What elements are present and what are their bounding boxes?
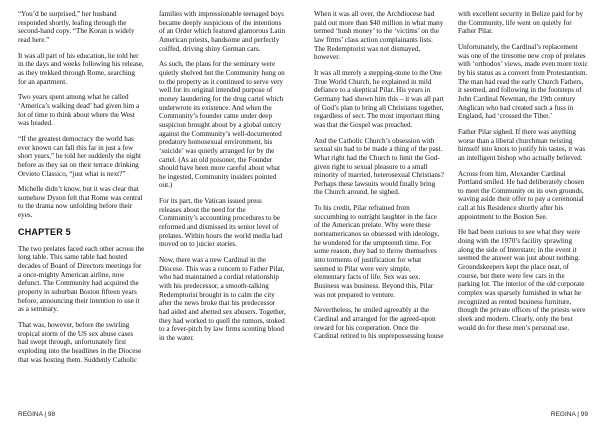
paragraph: “If the greatest democracy the world has ever known can fall this far in just a few short years,” he told her suddenly the night before as they sat on their terrace drinking Orvieto Classico, “just what is next?” — [18, 134, 141, 178]
paragraph: When it was all over, the Archdiocese had paid out more than $40 million in what many termed ‘hush money’ to the ‘victims’ on the law firms’ class action complainants lists. The Redemptorist was not dismayed, however. — [314, 10, 444, 62]
paragraph: Now, there was a new Cardinal in the Diocese. This was a concern to Father Pilar, who had maintained a cordial relationship with his predecessor, a smooth-talking Redemptorist brought in to calm the city after the news broke that his predecessor had aided and abetted sex abusers. Together, they had worked to quell the rumors, stoked to a fever-pitch by law firms scenting blood in the water. — [159, 256, 286, 342]
paragraph: It was all merely a stepping-stone to the One True World Church, he explained in mild defiance to a skeptical Pilar. His years in Germany had shown him this – it was all part of God’s plan to bring all Christians together, regardless of sect. The most important thing was that the Gospel was preached. — [314, 68, 444, 129]
paragraph: That was, however, before the swirling tropical storm of the US sex abuse cases had swept through, unfortunately first exploding into the headlines in the Diocese that was hosting them. Suddenly Catholic — [18, 321, 142, 364]
page-footer-right: REGINA | 99 — [550, 411, 588, 418]
paragraph: “You’d be surprised,” her husband responded shortly, leafing through the second-hand copy. “The Koran is widely read here.” — [18, 10, 135, 44]
paragraph: The two prelates faced each other across the long table. This same table had hosted decades of Board of Directors meetings for a once-mighty American airline, now defunct. The Community had acquired the property in suburban Boston fifteen years before, announcing their intention to use it as a seminary. — [18, 244, 145, 314]
paragraph: It was all part of his education, he told her in the days and weeks following his release, as they trekked through Rome, searching for an apartment. — [18, 51, 144, 86]
right-page — [300, 0, 600, 424]
paragraph: He had been curious to see what they were doing with the 1970’s facility sprawling along the side of Interstate; in the event it seemed the answer was just about nothing. Groundskeepers kept the place neat, of course, but there were few cars in the parking lot. The interior of the old corporate complex was sparsely furnished in what he recognized as rented business furniture, though the private offices of the priests were sleek and modern. Clearly, only the best would do for these men’s personal use. — [458, 228, 586, 332]
paragraph: And the Catholic Church’s obsession with sexual sin had to be made a thing of the past. What right had the Church to limit the God-given right to sexual pleasure to a small minority of married, heterosexual Christians? Perhaps these lawsuits would finally bring the Church around, he sighed. — [314, 136, 444, 197]
paragraph: As such, the plans for the seminary were quietly shelved but the Community hung on to the property as it continued to serve very well for its original intended purpose of money laundering for the drug cartel which underwrote its existence. And when the Community’s founder came under deep suspicion brought about by a global outcry against the Community’s well-documented predatory homosexual environment, his ‘suicide’ was quietly arranged for by the cartel. (As an old poisoner, the Founder should have been more careful about what he ingested, Community insiders pointed out.) — [159, 60, 285, 190]
page-footer-left: REGINA | 98 — [18, 411, 56, 418]
paragraph: Michelle didn’t know, but it was clear that somehow Dyson felt that Rome was central to the drama now unfolding before their eyes. — [18, 185, 143, 220]
right-page-columns — [314, 10, 588, 406]
left-page-column-2 — [159, 10, 286, 406]
chapter-heading: CHAPTER 5 — [18, 226, 71, 237]
paragraph: Two years spent among what he called ‘America’s walking dead’ had given him a lot of time to think about where the West was headed. — [18, 93, 140, 128]
paragraph: For its part, the Vatican issued press releases about the need for the Community’s accounting procedures to be reformed and dismissed its senior level of prelates. Within hours the world media had moved on to juicier stories. — [159, 197, 283, 249]
paragraph: To his credit, Pilar refrained from succumbing to outright laughter in the face of the American prelate. Why were these norteamericanos so obsessed with ideology, he wondered for the umpteenth time. For some reason, they had to throw themselves into torments of justification for what seemed to Pilar were very simple, elementary facts of life. Sex was sex. Business was business. Beyond this, Pilar was not prepared to venture. — [314, 204, 440, 299]
left-page-column-1 — [18, 10, 145, 406]
right-page-column-2 — [458, 10, 588, 406]
paragraph: Across from him, Alexander Cardinal Portland smiled. He had deliberately chosen to meet the Community on its own grounds, waving aside their offer to pay a ceremonial call at his Residence shortly after his appointment to the Boston See. — [458, 169, 585, 221]
right-page-column-1 — [314, 10, 444, 406]
left-page-columns — [18, 10, 286, 406]
paragraph: Nevertheless, he smiled agreeably at the Cardinal and arranged for the agreed-upon reward for his cooperation. Once the Cardinal retired to his unprepossessing house — [314, 306, 444, 341]
paragraph: Father Pilar sighed. If there was anything worse than a liberal churchman twisting himself into knots to justify his tastes, it was an intelligent bishop who actually believed. — [458, 127, 586, 162]
paragraph: with excellent security in Belize paid for by the Community, life went on quietly for Father Pilar. — [458, 10, 584, 36]
paragraph: families with impressionable teenaged boys became deeply suspicious of the intentions of an Order which featured glamorous Latin American priests, handsome and perfectly coiffed, driving shiny German cars. — [159, 10, 286, 53]
paragraph: Unfortunately, the Cardinal’s replacement was one of the tiresome new crop of prelates with ‘orthodox’ views, made even more toxic by his status as a convert from Protestantism. The man had read the early Church Fathers, it seemed, and following in the footsteps of John Cardinal Newman, the 19th century Anglican who had created such a fuss in England, had ‘crossed the Tiber.’ — [458, 42, 588, 121]
